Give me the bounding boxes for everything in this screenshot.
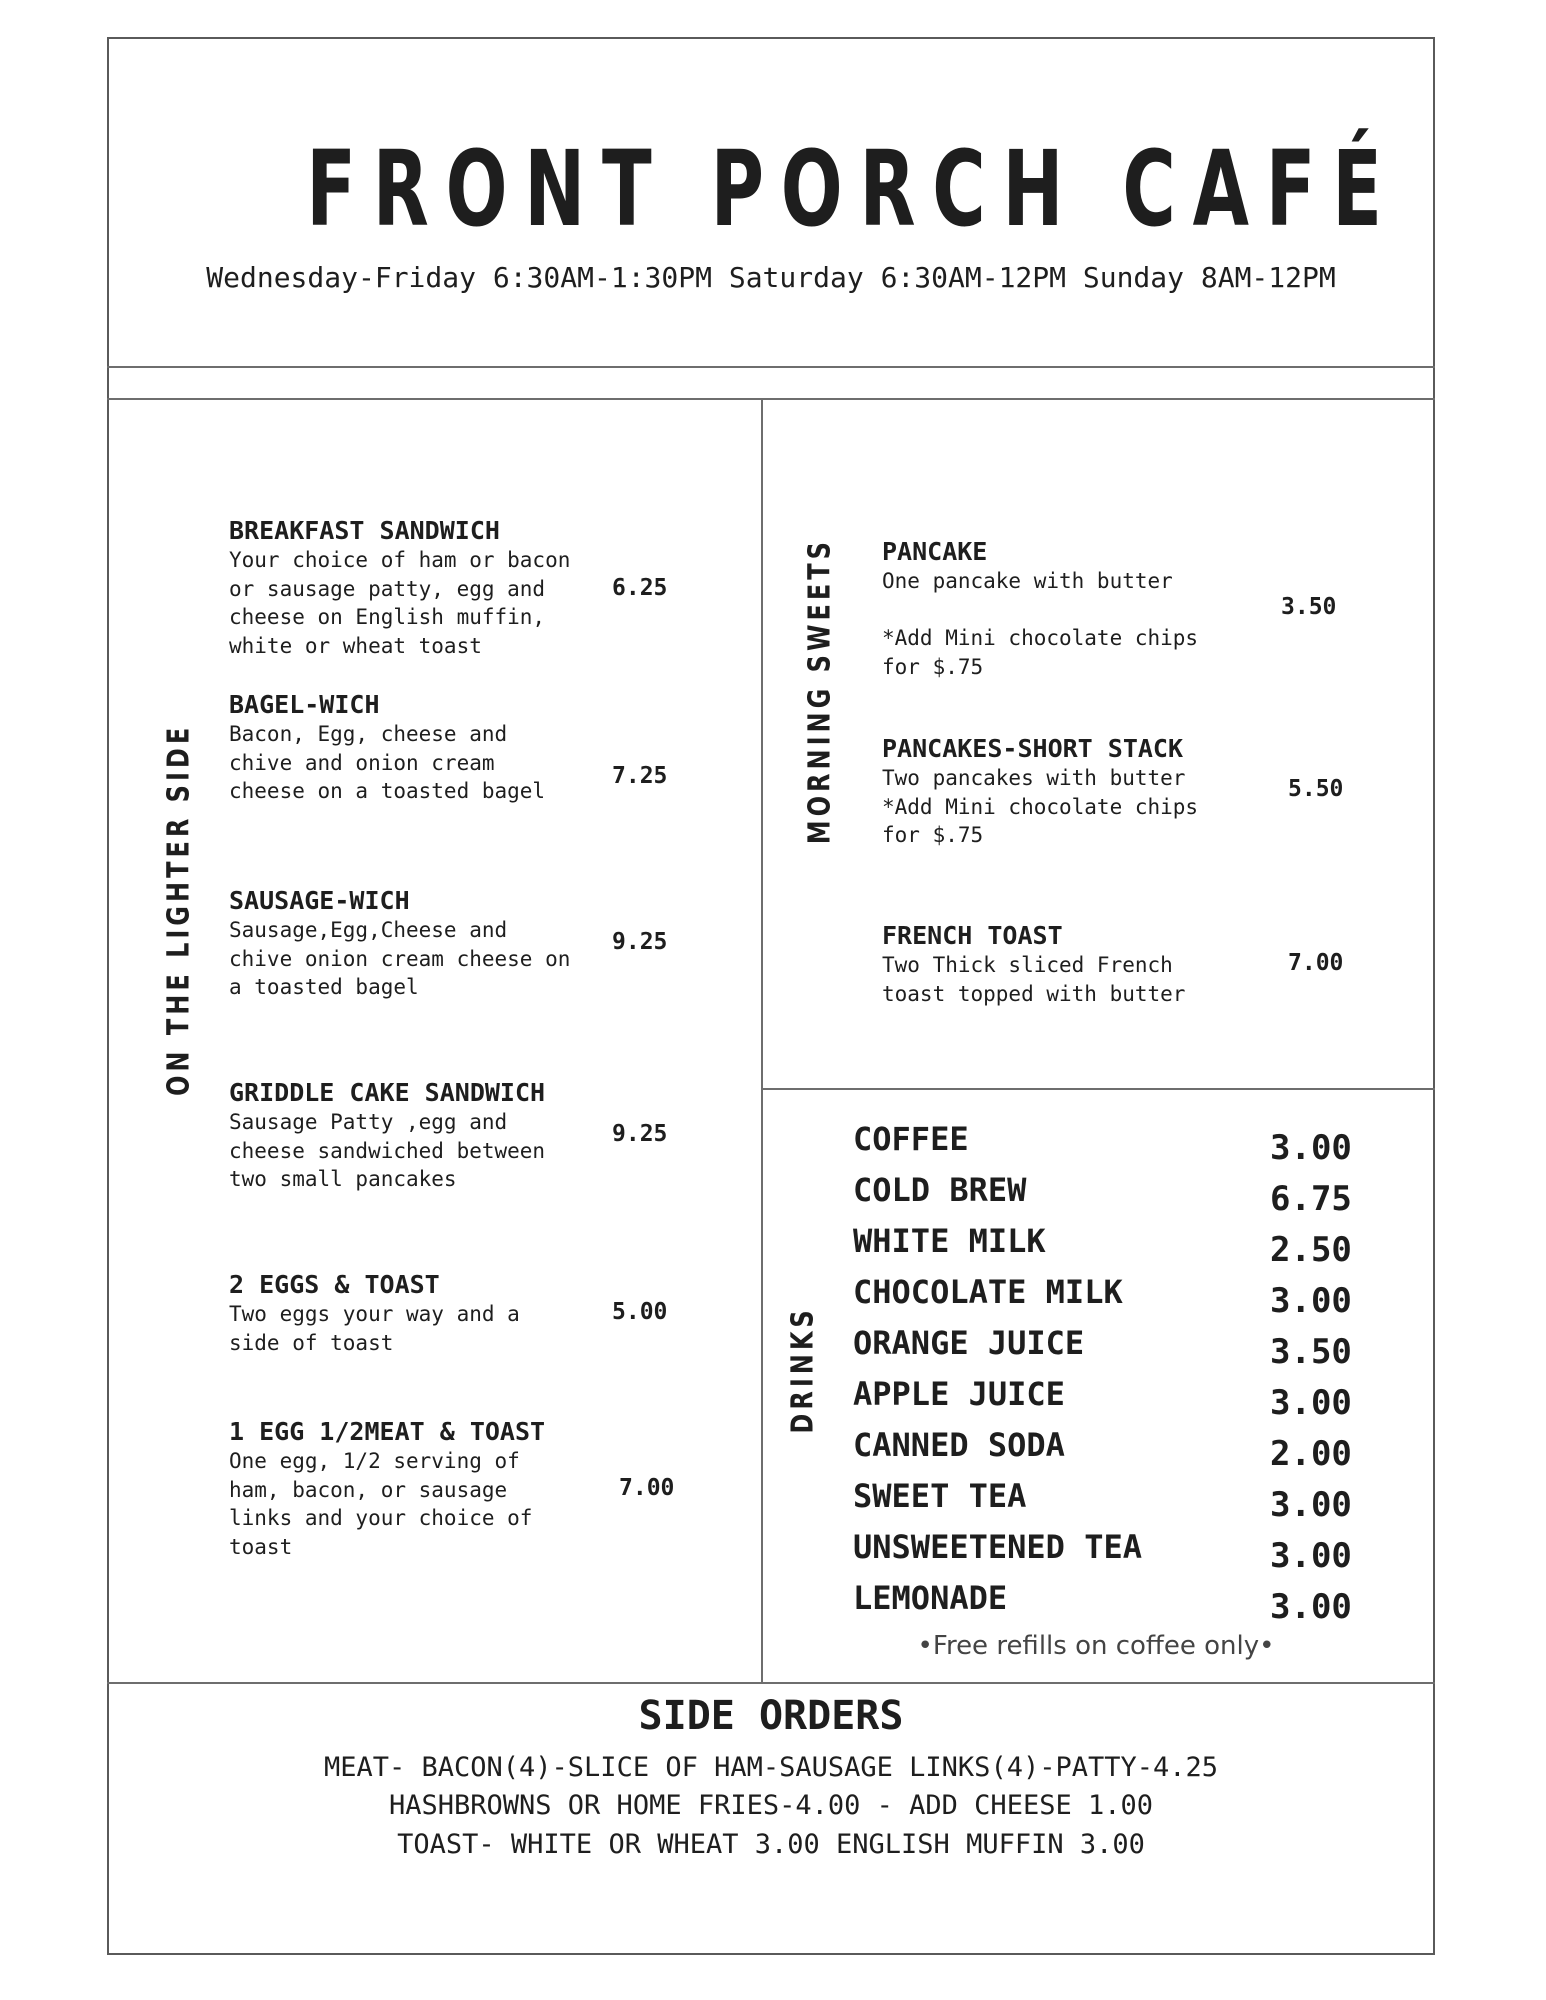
opening-hours: Wednesday-Friday 6:30AM-1:30PM Saturday 6:30AM-12PM Sunday 8AM-12PM: [206, 261, 1336, 294]
drink-row-coffee: [853, 1120, 1353, 1171]
item-price: 5.50: [1288, 776, 1344, 802]
drink-price: 3.00: [1270, 1587, 1352, 1627]
drinks-list: [853, 1120, 1353, 1630]
side-orders-divider: [107, 1682, 1435, 1684]
drink-price: 6.75: [1270, 1179, 1352, 1219]
item-name: BREAKFAST SANDWICH: [229, 516, 500, 545]
menu-item-2-eggs-toast: [229, 1270, 520, 1357]
drink-name: COFFEE: [853, 1120, 969, 1158]
item-name: PANCAKES-SHORT STACK: [882, 734, 1184, 763]
drink-row-sweet-tea: [853, 1477, 1353, 1528]
section-label-lighter-side: ON THE LIGHTER SIDE: [161, 723, 197, 1096]
drink-row-cold-brew: [853, 1171, 1353, 1222]
item-description: Sausage,Egg,Cheese and chive onion cream cheese on a toasted bagel: [229, 918, 571, 999]
menu-item-1-egg-half-meat-toast: [229, 1417, 545, 1561]
menu-item-french-toast: [882, 921, 1185, 1008]
drink-price: 2.50: [1270, 1230, 1352, 1270]
drink-price: 3.00: [1270, 1485, 1352, 1525]
sweets-drinks-divider: [761, 1088, 1435, 1090]
menu-item-breakfast-sandwich: [229, 516, 570, 660]
drink-row-lemonade: [853, 1579, 1353, 1630]
menu-item-griddle-cake-sandwich: [229, 1078, 545, 1194]
item-price: 7.00: [619, 1475, 675, 1501]
item-price: 7.00: [1288, 950, 1344, 976]
drink-name: CHOCOLATE MILK: [853, 1273, 1123, 1311]
drink-price: 3.00: [1270, 1383, 1352, 1423]
drink-name: COLD BREW: [853, 1171, 1027, 1209]
drink-price: 3.00: [1270, 1281, 1352, 1321]
item-description: Two Thick sliced French toast topped with butter: [882, 953, 1186, 1006]
drink-price: 3.00: [1270, 1128, 1352, 1168]
side-order-line-toast: TOAST- WHITE OR WHEAT 3.00 ENGLISH MUFFIN 3.00: [397, 1829, 1145, 1860]
item-price: 9.25: [612, 929, 668, 955]
item-price: 6.25: [612, 575, 668, 601]
cafe-title: FRONT PORCH CAFÉ: [306, 128, 1399, 250]
drink-price: 3.50: [1270, 1332, 1352, 1372]
item-name: BAGEL-WICH: [229, 690, 380, 719]
item-price: 3.50: [1281, 594, 1337, 620]
item-name: GRIDDLE CAKE SANDWICH: [229, 1078, 546, 1107]
item-name: PANCAKE: [882, 537, 988, 566]
item-name: 1 EGG 1/2MEAT & TOAST: [229, 1417, 546, 1446]
drink-name: ORANGE JUICE: [853, 1324, 1085, 1362]
item-description: Two pancakes with butter *Add Mini chocolate chips for $.75: [882, 766, 1199, 847]
drink-name: UNSWEETENED TEA: [853, 1528, 1142, 1566]
item-price: 5.00: [612, 1299, 668, 1325]
header-divider-top: [107, 366, 1435, 368]
refill-note: •Free refills on coffee only•: [917, 1631, 1275, 1661]
side-order-line-hashbrowns: HASHBROWNS OR HOME FRIES-4.00 - ADD CHEESE 1.00: [388, 1790, 1153, 1821]
side-order-line-meat: MEAT- BACON(4)-SLICE OF HAM-SAUSAGE LINKS(4)-PATTY-4.25: [323, 1752, 1219, 1783]
side-orders-title: SIDE ORDERS: [638, 1693, 904, 1739]
drink-name: CANNED SODA: [853, 1426, 1065, 1464]
item-description: One egg, 1/2 serving of ham, bacon, or sausage links and your choice of toast: [229, 1449, 533, 1559]
drink-name: SWEET TEA: [853, 1477, 1027, 1515]
drink-price: 2.00: [1270, 1434, 1352, 1474]
drink-name: LEMONADE: [853, 1579, 1008, 1617]
drink-name: WHITE MILK: [853, 1222, 1046, 1260]
menu-item-sausage-wich: [229, 886, 570, 1002]
item-name: FRENCH TOAST: [882, 921, 1063, 950]
drink-row-unsweetened-tea: [853, 1528, 1353, 1579]
item-description: Sausage Patty ,egg and cheese sandwiched between two small pancakes: [229, 1110, 546, 1191]
drink-row-white-milk: [853, 1222, 1353, 1273]
item-price: 9.25: [612, 1121, 668, 1147]
header-divider-bottom: [107, 398, 1435, 400]
menu-item-pancakes-short-stack: [882, 734, 1198, 850]
column-divider: [761, 398, 763, 1682]
item-description: Bacon, Egg, cheese and chive and onion cream cheese on a toasted bagel: [229, 722, 546, 803]
section-label-drinks: DRINKS: [785, 1305, 821, 1434]
drink-row-orange-juice: [853, 1324, 1353, 1375]
drink-name: APPLE JUICE: [853, 1375, 1065, 1413]
drink-row-chocolate-milk: [853, 1273, 1353, 1324]
item-price: 7.25: [612, 763, 668, 789]
drink-price: 3.00: [1270, 1536, 1352, 1576]
item-name: SAUSAGE-WICH: [229, 886, 410, 915]
item-description: Your choice of ham or bacon or sausage patty, egg and cheese on English muffin, white or wheat toast: [229, 548, 571, 658]
item-description: One pancake with butter *Add Mini chocolate chips for $.75: [882, 569, 1199, 679]
section-label-morning-sweets: MORNING SWEETS: [802, 538, 838, 845]
drink-row-canned-soda: [853, 1426, 1353, 1477]
item-description: Two eggs your way and a side of toast: [229, 1302, 520, 1355]
menu-item-bagel-wich: [229, 690, 545, 806]
menu-item-pancake: [882, 537, 1198, 681]
item-name: 2 EGGS & TOAST: [229, 1270, 440, 1299]
drink-row-apple-juice: [853, 1375, 1353, 1426]
